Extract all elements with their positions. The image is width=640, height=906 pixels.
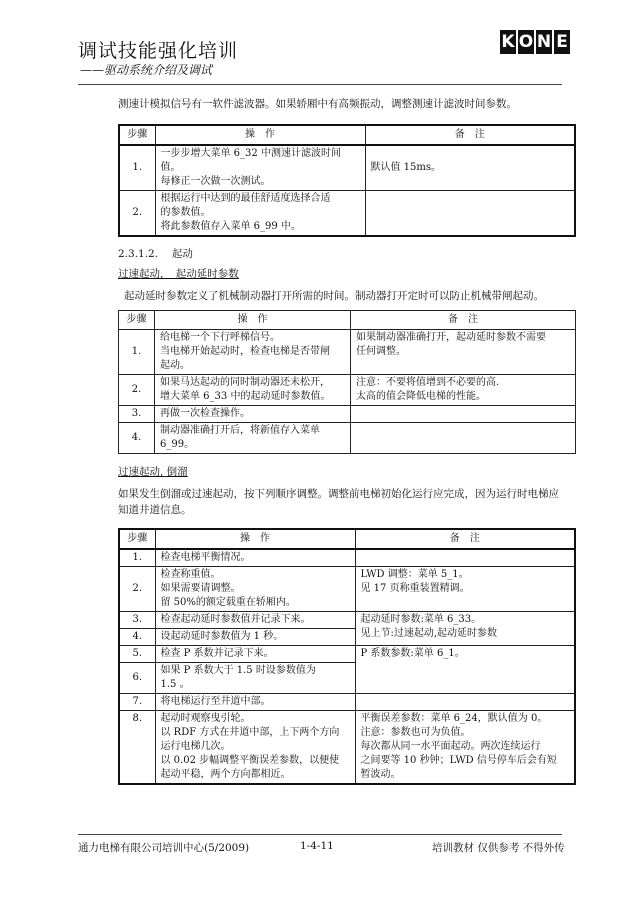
step-number: 4. — [119, 629, 155, 646]
note-cell: 平衡误差参数：菜单 6_24，默认值为 0。 注意：参数也可为负值。 每次都从同一水平面起动。两次连续运行 之间要等 10 秒钟；LWD 信号停车后会有短 暂波动。 — [355, 711, 575, 785]
operation-cell: 根据运行中达到的最佳舒适度选择合适 的参数值。 将此参数值存入菜单 6_99 中。 — [155, 191, 365, 237]
footer-company: 通力电梯有限公司培训中心(5/2009) — [78, 842, 250, 854]
rollback-table — [118, 528, 576, 785]
note-cell — [355, 549, 575, 567]
step-number: 1. — [119, 549, 155, 567]
step-number: 5. — [119, 646, 155, 663]
note-cell — [351, 423, 576, 454]
operation-cell: 制动器准确打开后，将新值存入菜单 6_99。 — [155, 423, 351, 454]
logo-letter: E — [554, 30, 570, 54]
logo-letter: N — [536, 32, 552, 52]
footer-notice: 培训教材 仅供参考 不得外传 — [432, 842, 565, 854]
col-header-operation: 操 作 — [155, 311, 351, 330]
operation-cell: 检查电梯平衡情况。 — [155, 549, 355, 567]
col-header-note: 备 注 — [351, 311, 576, 330]
col-header-step: 步骤 — [119, 311, 155, 330]
operation-cell: 如果马达起动的同时制动器还未松开， 增大菜单 6_33 中的起动延时参数值。 — [155, 375, 351, 406]
footer-page-number: 1-4-11 — [300, 840, 334, 852]
table-row — [119, 191, 575, 237]
note-cell: 如果制动器准确打开，起动延时参数不需要 任何调整。 — [351, 330, 576, 375]
table-header-row — [119, 311, 576, 330]
step-number: 6. — [119, 663, 155, 694]
operation-cell: 检查称重值。 如果需要请调整。 留 50%的额定载重在轿厢内。 — [155, 567, 355, 612]
table-header-row — [119, 529, 575, 549]
note-cell — [365, 191, 575, 237]
step-number: 4. — [119, 423, 155, 454]
operation-cell: 将电梯运行至井道中部。 — [155, 694, 355, 711]
note-cell: 起动延时参数:菜单 6_33。 见上节:过速起动,起动延时参数 — [355, 612, 575, 646]
col-header-step: 步骤 — [119, 125, 155, 145]
footer-rule — [78, 834, 562, 835]
document-title: 调试技能强化培训 — [78, 40, 239, 62]
operation-cell: 检查 P 系数并记录下来。 — [155, 646, 355, 663]
table-row — [119, 145, 575, 191]
note-cell: P 系数参数:菜单 6_1。 — [355, 646, 575, 694]
step-number: 2. — [119, 567, 155, 612]
table-row — [119, 711, 575, 785]
note-cell — [355, 694, 575, 711]
table-row — [119, 330, 576, 375]
section-heading: 2.3.1.2. 起动 — [118, 248, 193, 260]
step-number: 3. — [119, 612, 155, 629]
rollback-paragraph: 如果发生倒溜或过速起动，按下列顺序调整。调整前电梯初始化运行应完成，因为运行时电梯应 知道井道信息。 — [118, 488, 559, 516]
col-header-operation: 操 作 — [155, 529, 355, 549]
table-row — [119, 406, 576, 423]
tacho-filter-table — [118, 124, 576, 237]
subsection-heading: 过速起动, 倒溜 — [118, 466, 188, 478]
note-cell: LWD 调整：菜单 5_1。 见 17 页称重装置精调。 — [355, 567, 575, 612]
note-cell — [351, 406, 576, 423]
table-row — [119, 375, 576, 406]
note-cell: 注意：不要将值增到不必要的高. 太高的值会降低电梯的性能。 — [351, 375, 576, 406]
operation-cell: 检查起动延时参数值并记录下来。 — [155, 612, 355, 629]
operation-cell: 设起动延时参数值为 1 秒。 — [155, 629, 355, 646]
step-number: 1. — [119, 145, 155, 191]
step-number: 8. — [119, 711, 155, 785]
operation-cell: 一步步增大菜单 6_32 中测速计滤波时间 值。 每修正一次做一次测试。 — [155, 145, 365, 191]
table-row — [119, 694, 575, 711]
col-header-operation: 操 作 — [155, 125, 365, 145]
table-header-row — [119, 125, 575, 145]
operation-cell: 再做一次检查操作。 — [155, 406, 351, 423]
document-subtitle: ——驱动系统介绍及调试 — [80, 63, 213, 77]
kone-logo — [500, 30, 570, 54]
table-row — [119, 549, 575, 567]
step-number: 1. — [119, 330, 155, 375]
logo-letter: K — [501, 32, 515, 52]
col-header-note: 备 注 — [355, 529, 575, 549]
table-row — [119, 646, 575, 663]
step-number: 2. — [119, 191, 155, 237]
step-number: 2. — [119, 375, 155, 406]
operation-cell: 如果 P 系数大于 1.5 时设参数值为 1.5 。 — [155, 663, 355, 694]
header-rule — [78, 84, 562, 85]
table-row — [119, 612, 575, 629]
step-number: 7. — [119, 694, 155, 711]
col-header-step: 步骤 — [119, 529, 155, 549]
table-row — [119, 423, 576, 454]
subsection-heading: 过速起动， 起动延时参数 — [118, 268, 239, 280]
table-row — [119, 567, 575, 612]
start-delay-table — [118, 310, 576, 454]
operation-cell: 给电梯一个下行呼梯信号。 当电梯开始起动时，检查电梯是否带闸 起动。 — [155, 330, 351, 375]
logo-letter: O — [518, 32, 534, 52]
note-cell: 默认值 15ms。 — [365, 145, 575, 191]
operation-cell: 起动时观察曳引轮。 以 RDF 方式在井道中部，上下两个方向 运行电梯几次。 以 0.02 步幅调整平衡误差参数，以便使 起动平稳，两个方向都相近。 — [155, 711, 355, 785]
start-delay-paragraph: 起动延时参数定义了机械制动器打开所需的时间。制动器打开定时可以防止机械带闸起动。 — [124, 290, 544, 302]
col-header-note: 备 注 — [365, 125, 575, 145]
intro-paragraph: 测速计模拟信号有一软件滤波器。如果轿厢中有高频振动，调整测速计滤波时间参数。 — [118, 98, 517, 110]
step-number: 3. — [119, 406, 155, 423]
